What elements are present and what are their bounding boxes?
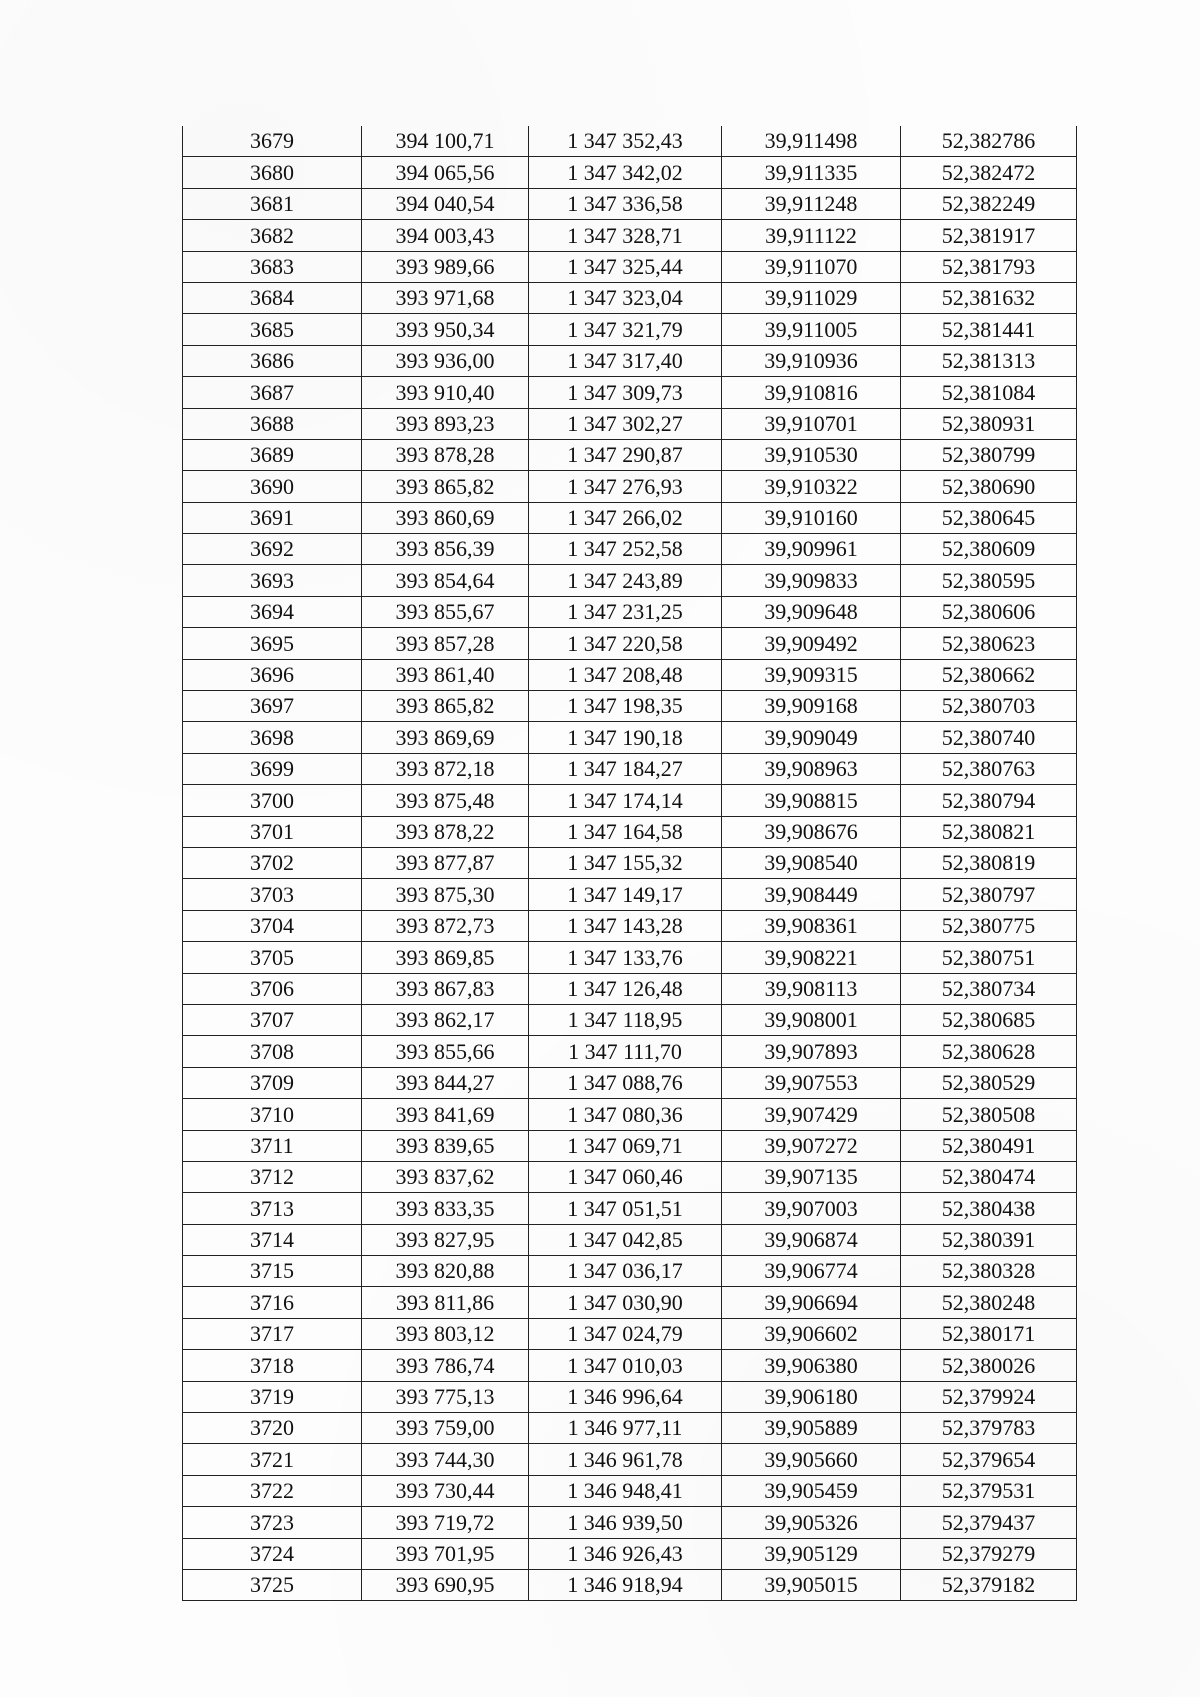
table-row: [183, 1256, 1077, 1287]
point-number-cell: 3698: [183, 722, 362, 753]
point-number-cell: 3679: [183, 126, 362, 157]
longitude-cell: 52,380685: [901, 1004, 1077, 1035]
longitude-cell: 52,381632: [901, 282, 1077, 313]
y-coordinate-cell: 1 347 252,58: [529, 534, 722, 565]
table-row: [183, 753, 1077, 784]
y-coordinate-cell: 1 347 143,28: [529, 910, 722, 941]
latitude-cell: 39,907272: [722, 1130, 901, 1161]
x-coordinate-cell: 393 820,88: [362, 1256, 529, 1287]
point-number-cell: 3721: [183, 1444, 362, 1475]
latitude-cell: 39,908815: [722, 785, 901, 816]
table-row: [183, 502, 1077, 533]
longitude-cell: 52,380734: [901, 973, 1077, 1004]
x-coordinate-cell: 393 872,73: [362, 910, 529, 941]
point-number-cell: 3703: [183, 879, 362, 910]
y-coordinate-cell: 1 347 030,90: [529, 1287, 722, 1318]
table-row: [183, 879, 1077, 910]
y-coordinate-cell: 1 347 220,58: [529, 628, 722, 659]
longitude-cell: 52,380775: [901, 910, 1077, 941]
table-row: [183, 282, 1077, 313]
latitude-cell: 39,908676: [722, 816, 901, 847]
y-coordinate-cell: 1 347 111,70: [529, 1036, 722, 1067]
latitude-cell: 39,908449: [722, 879, 901, 910]
y-coordinate-cell: 1 347 069,71: [529, 1130, 722, 1161]
x-coordinate-cell: 393 701,95: [362, 1538, 529, 1569]
y-coordinate-cell: 1 346 961,78: [529, 1444, 722, 1475]
y-coordinate-cell: 1 347 024,79: [529, 1318, 722, 1349]
point-number-cell: 3699: [183, 753, 362, 784]
coordinates-table: [182, 126, 1077, 1601]
longitude-cell: 52,379437: [901, 1507, 1077, 1538]
latitude-cell: 39,908221: [722, 942, 901, 973]
x-coordinate-cell: 393 827,95: [362, 1224, 529, 1255]
longitude-cell: 52,381313: [901, 345, 1077, 376]
point-number-cell: 3716: [183, 1287, 362, 1318]
x-coordinate-cell: 393 759,00: [362, 1413, 529, 1444]
x-coordinate-cell: 393 872,18: [362, 753, 529, 784]
y-coordinate-cell: 1 346 977,11: [529, 1413, 722, 1444]
table-row: [183, 973, 1077, 1004]
point-number-cell: 3683: [183, 251, 362, 282]
table-row: [183, 1381, 1077, 1412]
x-coordinate-cell: 393 854,64: [362, 565, 529, 596]
y-coordinate-cell: 1 347 208,48: [529, 659, 722, 690]
latitude-cell: 39,905326: [722, 1507, 901, 1538]
y-coordinate-cell: 1 346 926,43: [529, 1538, 722, 1569]
y-coordinate-cell: 1 347 133,76: [529, 942, 722, 973]
y-coordinate-cell: 1 347 336,58: [529, 188, 722, 219]
y-coordinate-cell: 1 347 051,51: [529, 1193, 722, 1224]
x-coordinate-cell: 393 786,74: [362, 1350, 529, 1381]
y-coordinate-cell: 1 347 325,44: [529, 251, 722, 282]
table-row: [183, 126, 1077, 157]
point-number-cell: 3718: [183, 1350, 362, 1381]
latitude-cell: 39,906694: [722, 1287, 901, 1318]
latitude-cell: 39,909049: [722, 722, 901, 753]
point-number-cell: 3704: [183, 910, 362, 941]
y-coordinate-cell: 1 347 276,93: [529, 471, 722, 502]
latitude-cell: 39,910322: [722, 471, 901, 502]
point-number-cell: 3684: [183, 282, 362, 313]
table-row: [183, 220, 1077, 251]
point-number-cell: 3724: [183, 1538, 362, 1569]
longitude-cell: 52,380645: [901, 502, 1077, 533]
point-number-cell: 3712: [183, 1161, 362, 1192]
y-coordinate-cell: 1 347 190,18: [529, 722, 722, 753]
y-coordinate-cell: 1 347 342,02: [529, 157, 722, 188]
longitude-cell: 52,380606: [901, 596, 1077, 627]
x-coordinate-cell: 394 040,54: [362, 188, 529, 219]
table-row: [183, 1224, 1077, 1255]
y-coordinate-cell: 1 347 174,14: [529, 785, 722, 816]
table-row: [183, 847, 1077, 878]
longitude-cell: 52,380690: [901, 471, 1077, 502]
latitude-cell: 39,906380: [722, 1350, 901, 1381]
point-number-cell: 3688: [183, 408, 362, 439]
x-coordinate-cell: 393 878,28: [362, 439, 529, 470]
table-row: [183, 471, 1077, 502]
x-coordinate-cell: 393 869,85: [362, 942, 529, 973]
table-row: [183, 722, 1077, 753]
point-number-cell: 3687: [183, 377, 362, 408]
latitude-cell: 39,909315: [722, 659, 901, 690]
longitude-cell: 52,382249: [901, 188, 1077, 219]
x-coordinate-cell: 393 730,44: [362, 1475, 529, 1506]
table-row: [183, 1193, 1077, 1224]
table-row: [183, 1287, 1077, 1318]
longitude-cell: 52,380529: [901, 1067, 1077, 1098]
x-coordinate-cell: 393 839,65: [362, 1130, 529, 1161]
table-row: [183, 1161, 1077, 1192]
latitude-cell: 39,906774: [722, 1256, 901, 1287]
y-coordinate-cell: 1 347 198,35: [529, 691, 722, 722]
point-number-cell: 3696: [183, 659, 362, 690]
latitude-cell: 39,908361: [722, 910, 901, 941]
y-coordinate-cell: 1 347 184,27: [529, 753, 722, 784]
point-number-cell: 3697: [183, 691, 362, 722]
point-number-cell: 3694: [183, 596, 362, 627]
latitude-cell: 39,905660: [722, 1444, 901, 1475]
point-number-cell: 3689: [183, 439, 362, 470]
longitude-cell: 52,380491: [901, 1130, 1077, 1161]
latitude-cell: 39,909833: [722, 565, 901, 596]
longitude-cell: 52,381084: [901, 377, 1077, 408]
x-coordinate-cell: 393 744,30: [362, 1444, 529, 1475]
y-coordinate-cell: 1 347 036,17: [529, 1256, 722, 1287]
table-row: [183, 1413, 1077, 1444]
table-row: [183, 942, 1077, 973]
latitude-cell: 39,907135: [722, 1161, 901, 1192]
x-coordinate-cell: 394 003,43: [362, 220, 529, 251]
longitude-cell: 52,380797: [901, 879, 1077, 910]
latitude-cell: 39,911122: [722, 220, 901, 251]
x-coordinate-cell: 393 989,66: [362, 251, 529, 282]
table-row: [183, 1318, 1077, 1349]
longitude-cell: 52,381793: [901, 251, 1077, 282]
latitude-cell: 39,911005: [722, 314, 901, 345]
latitude-cell: 39,906602: [722, 1318, 901, 1349]
y-coordinate-cell: 1 347 010,03: [529, 1350, 722, 1381]
x-coordinate-cell: 393 811,86: [362, 1287, 529, 1318]
longitude-cell: 52,380438: [901, 1193, 1077, 1224]
x-coordinate-cell: 393 910,40: [362, 377, 529, 408]
latitude-cell: 39,907893: [722, 1036, 901, 1067]
longitude-cell: 52,380595: [901, 565, 1077, 596]
point-number-cell: 3695: [183, 628, 362, 659]
table-row: [183, 157, 1077, 188]
table-row: [183, 565, 1077, 596]
longitude-cell: 52,382786: [901, 126, 1077, 157]
longitude-cell: 52,379279: [901, 1538, 1077, 1569]
point-number-cell: 3725: [183, 1569, 362, 1600]
y-coordinate-cell: 1 347 088,76: [529, 1067, 722, 1098]
table-row: [183, 534, 1077, 565]
longitude-cell: 52,380821: [901, 816, 1077, 847]
longitude-cell: 52,380799: [901, 439, 1077, 470]
point-number-cell: 3693: [183, 565, 362, 596]
latitude-cell: 39,910160: [722, 502, 901, 533]
point-number-cell: 3717: [183, 1318, 362, 1349]
point-number-cell: 3705: [183, 942, 362, 973]
y-coordinate-cell: 1 347 328,71: [529, 220, 722, 251]
y-coordinate-cell: 1 347 042,85: [529, 1224, 722, 1255]
point-number-cell: 3709: [183, 1067, 362, 1098]
x-coordinate-cell: 393 865,82: [362, 691, 529, 722]
point-number-cell: 3707: [183, 1004, 362, 1035]
latitude-cell: 39,906180: [722, 1381, 901, 1412]
table-row: [183, 314, 1077, 345]
longitude-cell: 52,380662: [901, 659, 1077, 690]
y-coordinate-cell: 1 347 126,48: [529, 973, 722, 1004]
x-coordinate-cell: 393 860,69: [362, 502, 529, 533]
latitude-cell: 39,908001: [722, 1004, 901, 1035]
latitude-cell: 39,910936: [722, 345, 901, 376]
x-coordinate-cell: 393 857,28: [362, 628, 529, 659]
x-coordinate-cell: 393 950,34: [362, 314, 529, 345]
latitude-cell: 39,907003: [722, 1193, 901, 1224]
y-coordinate-cell: 1 347 164,58: [529, 816, 722, 847]
x-coordinate-cell: 393 803,12: [362, 1318, 529, 1349]
longitude-cell: 52,379182: [901, 1569, 1077, 1600]
longitude-cell: 52,380703: [901, 691, 1077, 722]
x-coordinate-cell: 393 690,95: [362, 1569, 529, 1600]
x-coordinate-cell: 393 719,72: [362, 1507, 529, 1538]
y-coordinate-cell: 1 347 155,32: [529, 847, 722, 878]
point-number-cell: 3719: [183, 1381, 362, 1412]
table-row: [183, 628, 1077, 659]
y-coordinate-cell: 1 347 118,95: [529, 1004, 722, 1035]
latitude-cell: 39,911029: [722, 282, 901, 313]
coordinates-table-body: [183, 126, 1077, 1601]
latitude-cell: 39,909492: [722, 628, 901, 659]
point-number-cell: 3708: [183, 1036, 362, 1067]
longitude-cell: 52,379924: [901, 1381, 1077, 1412]
longitude-cell: 52,380628: [901, 1036, 1077, 1067]
x-coordinate-cell: 393 875,48: [362, 785, 529, 816]
table-row: [183, 439, 1077, 470]
latitude-cell: 39,907553: [722, 1067, 901, 1098]
point-number-cell: 3702: [183, 847, 362, 878]
longitude-cell: 52,380609: [901, 534, 1077, 565]
y-coordinate-cell: 1 347 080,36: [529, 1099, 722, 1130]
point-number-cell: 3715: [183, 1256, 362, 1287]
latitude-cell: 39,909648: [722, 596, 901, 627]
longitude-cell: 52,380751: [901, 942, 1077, 973]
table-row: [183, 408, 1077, 439]
y-coordinate-cell: 1 347 321,79: [529, 314, 722, 345]
x-coordinate-cell: 393 837,62: [362, 1161, 529, 1192]
table-row: [183, 1130, 1077, 1161]
latitude-cell: 39,905129: [722, 1538, 901, 1569]
point-number-cell: 3680: [183, 157, 362, 188]
table-row: [183, 1444, 1077, 1475]
point-number-cell: 3714: [183, 1224, 362, 1255]
table-row: [183, 1004, 1077, 1035]
x-coordinate-cell: 394 065,56: [362, 157, 529, 188]
longitude-cell: 52,381441: [901, 314, 1077, 345]
table-row: [183, 1350, 1077, 1381]
table-row: [183, 1569, 1077, 1600]
table-row: [183, 1099, 1077, 1130]
longitude-cell: 52,380931: [901, 408, 1077, 439]
longitude-cell: 52,380391: [901, 1224, 1077, 1255]
longitude-cell: 52,381917: [901, 220, 1077, 251]
point-number-cell: 3711: [183, 1130, 362, 1161]
y-coordinate-cell: 1 347 352,43: [529, 126, 722, 157]
point-number-cell: 3701: [183, 816, 362, 847]
x-coordinate-cell: 393 893,23: [362, 408, 529, 439]
point-number-cell: 3682: [183, 220, 362, 251]
table-row: [183, 910, 1077, 941]
latitude-cell: 39,908540: [722, 847, 901, 878]
point-number-cell: 3700: [183, 785, 362, 816]
y-coordinate-cell: 1 347 060,46: [529, 1161, 722, 1192]
x-coordinate-cell: 393 936,00: [362, 345, 529, 376]
point-number-cell: 3720: [183, 1413, 362, 1444]
longitude-cell: 52,380740: [901, 722, 1077, 753]
point-number-cell: 3690: [183, 471, 362, 502]
table-row: [183, 816, 1077, 847]
point-number-cell: 3691: [183, 502, 362, 533]
table-row: [183, 1507, 1077, 1538]
latitude-cell: 39,911248: [722, 188, 901, 219]
point-number-cell: 3686: [183, 345, 362, 376]
x-coordinate-cell: 393 865,82: [362, 471, 529, 502]
latitude-cell: 39,906874: [722, 1224, 901, 1255]
latitude-cell: 39,905459: [722, 1475, 901, 1506]
y-coordinate-cell: 1 346 996,64: [529, 1381, 722, 1412]
latitude-cell: 39,909961: [722, 534, 901, 565]
table-row: [183, 1475, 1077, 1506]
point-number-cell: 3723: [183, 1507, 362, 1538]
latitude-cell: 39,905015: [722, 1569, 901, 1600]
x-coordinate-cell: 393 869,69: [362, 722, 529, 753]
latitude-cell: 39,910816: [722, 377, 901, 408]
point-number-cell: 3710: [183, 1099, 362, 1130]
latitude-cell: 39,907429: [722, 1099, 901, 1130]
x-coordinate-cell: 393 861,40: [362, 659, 529, 690]
point-number-cell: 3685: [183, 314, 362, 345]
table-row: [183, 659, 1077, 690]
x-coordinate-cell: 394 100,71: [362, 126, 529, 157]
table-row: [183, 596, 1077, 627]
x-coordinate-cell: 393 862,17: [362, 1004, 529, 1035]
longitude-cell: 52,380794: [901, 785, 1077, 816]
table-row: [183, 785, 1077, 816]
x-coordinate-cell: 393 878,22: [362, 816, 529, 847]
table-row: [183, 377, 1077, 408]
table-row: [183, 345, 1077, 376]
x-coordinate-cell: 393 855,67: [362, 596, 529, 627]
longitude-cell: 52,380248: [901, 1287, 1077, 1318]
x-coordinate-cell: 393 875,30: [362, 879, 529, 910]
latitude-cell: 39,911070: [722, 251, 901, 282]
x-coordinate-cell: 393 855,66: [362, 1036, 529, 1067]
longitude-cell: 52,380171: [901, 1318, 1077, 1349]
x-coordinate-cell: 393 841,69: [362, 1099, 529, 1130]
y-coordinate-cell: 1 346 918,94: [529, 1569, 722, 1600]
y-coordinate-cell: 1 347 231,25: [529, 596, 722, 627]
y-coordinate-cell: 1 347 317,40: [529, 345, 722, 376]
table-row: [183, 251, 1077, 282]
latitude-cell: 39,905889: [722, 1413, 901, 1444]
latitude-cell: 39,909168: [722, 691, 901, 722]
point-number-cell: 3681: [183, 188, 362, 219]
longitude-cell: 52,379531: [901, 1475, 1077, 1506]
longitude-cell: 52,379654: [901, 1444, 1077, 1475]
y-coordinate-cell: 1 347 309,73: [529, 377, 722, 408]
table-row: [183, 691, 1077, 722]
longitude-cell: 52,380026: [901, 1350, 1077, 1381]
longitude-cell: 52,380474: [901, 1161, 1077, 1192]
latitude-cell: 39,908963: [722, 753, 901, 784]
longitude-cell: 52,380508: [901, 1099, 1077, 1130]
table-row: [183, 1538, 1077, 1569]
x-coordinate-cell: 393 971,68: [362, 282, 529, 313]
latitude-cell: 39,911498: [722, 126, 901, 157]
latitude-cell: 39,910701: [722, 408, 901, 439]
table-row: [183, 188, 1077, 219]
latitude-cell: 39,911335: [722, 157, 901, 188]
longitude-cell: 52,380819: [901, 847, 1077, 878]
x-coordinate-cell: 393 844,27: [362, 1067, 529, 1098]
point-number-cell: 3722: [183, 1475, 362, 1506]
latitude-cell: 39,910530: [722, 439, 901, 470]
longitude-cell: 52,380763: [901, 753, 1077, 784]
table-row: [183, 1036, 1077, 1067]
longitude-cell: 52,380328: [901, 1256, 1077, 1287]
longitude-cell: 52,379783: [901, 1413, 1077, 1444]
latitude-cell: 39,908113: [722, 973, 901, 1004]
y-coordinate-cell: 1 347 290,87: [529, 439, 722, 470]
y-coordinate-cell: 1 347 266,02: [529, 502, 722, 533]
point-number-cell: 3706: [183, 973, 362, 1004]
point-number-cell: 3692: [183, 534, 362, 565]
longitude-cell: 52,382472: [901, 157, 1077, 188]
x-coordinate-cell: 393 867,83: [362, 973, 529, 1004]
y-coordinate-cell: 1 347 243,89: [529, 565, 722, 596]
x-coordinate-cell: 393 775,13: [362, 1381, 529, 1412]
x-coordinate-cell: 393 833,35: [362, 1193, 529, 1224]
longitude-cell: 52,380623: [901, 628, 1077, 659]
y-coordinate-cell: 1 346 939,50: [529, 1507, 722, 1538]
point-number-cell: 3713: [183, 1193, 362, 1224]
y-coordinate-cell: 1 347 302,27: [529, 408, 722, 439]
table-row: [183, 1067, 1077, 1098]
x-coordinate-cell: 393 877,87: [362, 847, 529, 878]
x-coordinate-cell: 393 856,39: [362, 534, 529, 565]
y-coordinate-cell: 1 347 149,17: [529, 879, 722, 910]
y-coordinate-cell: 1 347 323,04: [529, 282, 722, 313]
y-coordinate-cell: 1 346 948,41: [529, 1475, 722, 1506]
